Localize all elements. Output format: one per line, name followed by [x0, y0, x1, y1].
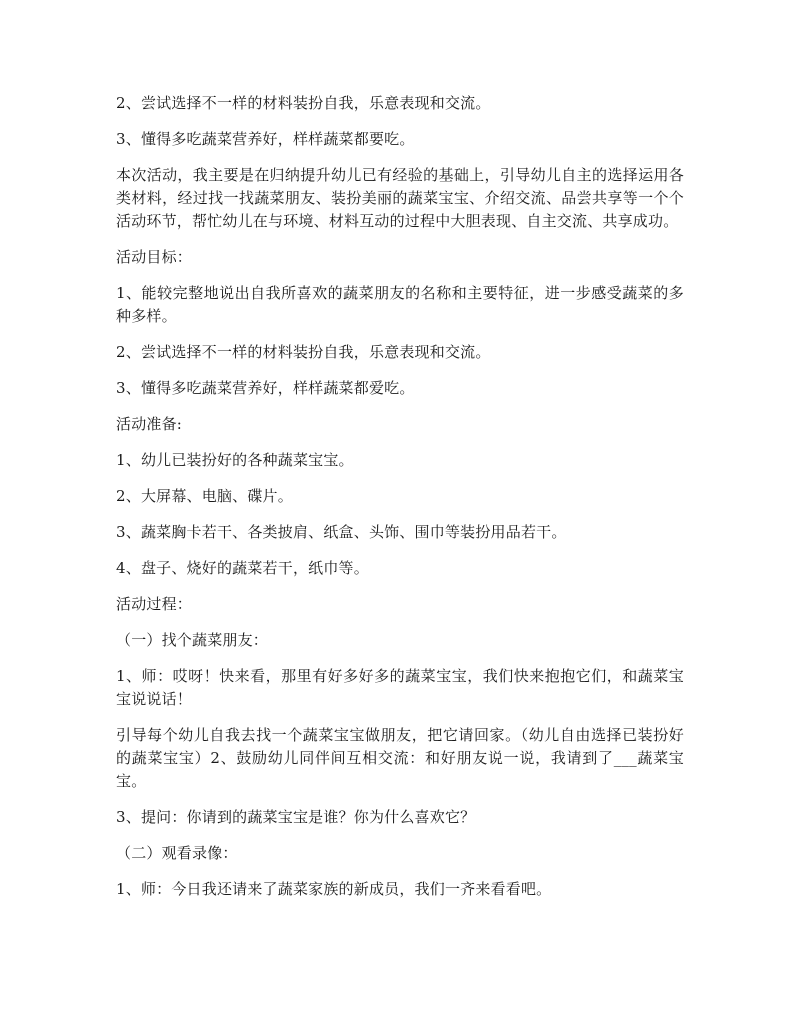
goal-item-2: 2、尝试选择不一样的材料装扮自我，乐意表现和交流。	[116, 343, 491, 361]
process-step-heading-1: （一）找个蔬菜朋友：	[116, 631, 269, 649]
document-body	[116, 92, 684, 914]
process-step-heading-2: （二）观看录像：	[116, 844, 238, 862]
preparation-item-2: 2、大屏幕、电脑、碟片。	[116, 487, 293, 505]
preparation-item-4: 4、盘子、烧好的蔬菜若干，纸巾等。	[116, 559, 369, 577]
section-heading-preparation: 活动准备:	[116, 415, 183, 433]
process-guidance: 引导每个幼儿自我去找一个蔬菜宝宝做朋友，把它请回家。（幼儿自由选择已装扮好的蔬菜宝宝）2、鼓励幼儿同伴间互相交流：和好朋友说一说，我请到了___蔬菜宝宝。	[116, 726, 684, 790]
preparation-item-3: 3、蔬菜胸卡若干、各类披肩、纸盒、头饰、围巾等装扮用品若干。	[116, 523, 567, 541]
preparation-item-1: 1、幼儿已装扮好的各种蔬菜宝宝。	[116, 451, 354, 469]
activity-summary: 本次活动，我主要是在归纳提升幼儿已有经验的基础上，引导幼儿自主的选择运用各类材料，经过找一找蔬菜朋友、装扮美丽的蔬菜宝宝、介绍交流、品尝共享等一个个活动环节，帮忙幼儿在与环境、材料互动的过程中大胆表现、自主交流、共享成功。	[116, 166, 684, 230]
process-item-1: 1、师：哎呀！快来看，那里有好多好多的蔬菜宝宝，我们快来抱抱它们，和蔬菜宝宝说说话！	[116, 667, 684, 708]
process-item-3: 3、提问：你请到的蔬菜宝宝是谁？你为什么喜欢它？	[116, 808, 476, 826]
section-heading-process: 活动过程：	[116, 595, 193, 613]
objective-3-intro: 3、懂得多吃蔬菜营养好，样样蔬菜都要吃。	[116, 130, 415, 148]
goal-item-3: 3、懂得多吃蔬菜营养好，样样蔬菜都爱吃。	[116, 379, 415, 397]
goal-item-1: 1、能较完整地说出自我所喜欢的蔬菜朋友的名称和主要特征，进一步感受蔬菜的多种多样。	[116, 284, 684, 325]
section-heading-goals: 活动目标：	[116, 248, 193, 266]
objective-2-intro: 2、尝试选择不一样的材料装扮自我，乐意表现和交流。	[116, 94, 491, 112]
process-item-video: 1、师：今日我还请来了蔬菜家族的新成员，我们一齐来看看吧。	[116, 880, 552, 898]
